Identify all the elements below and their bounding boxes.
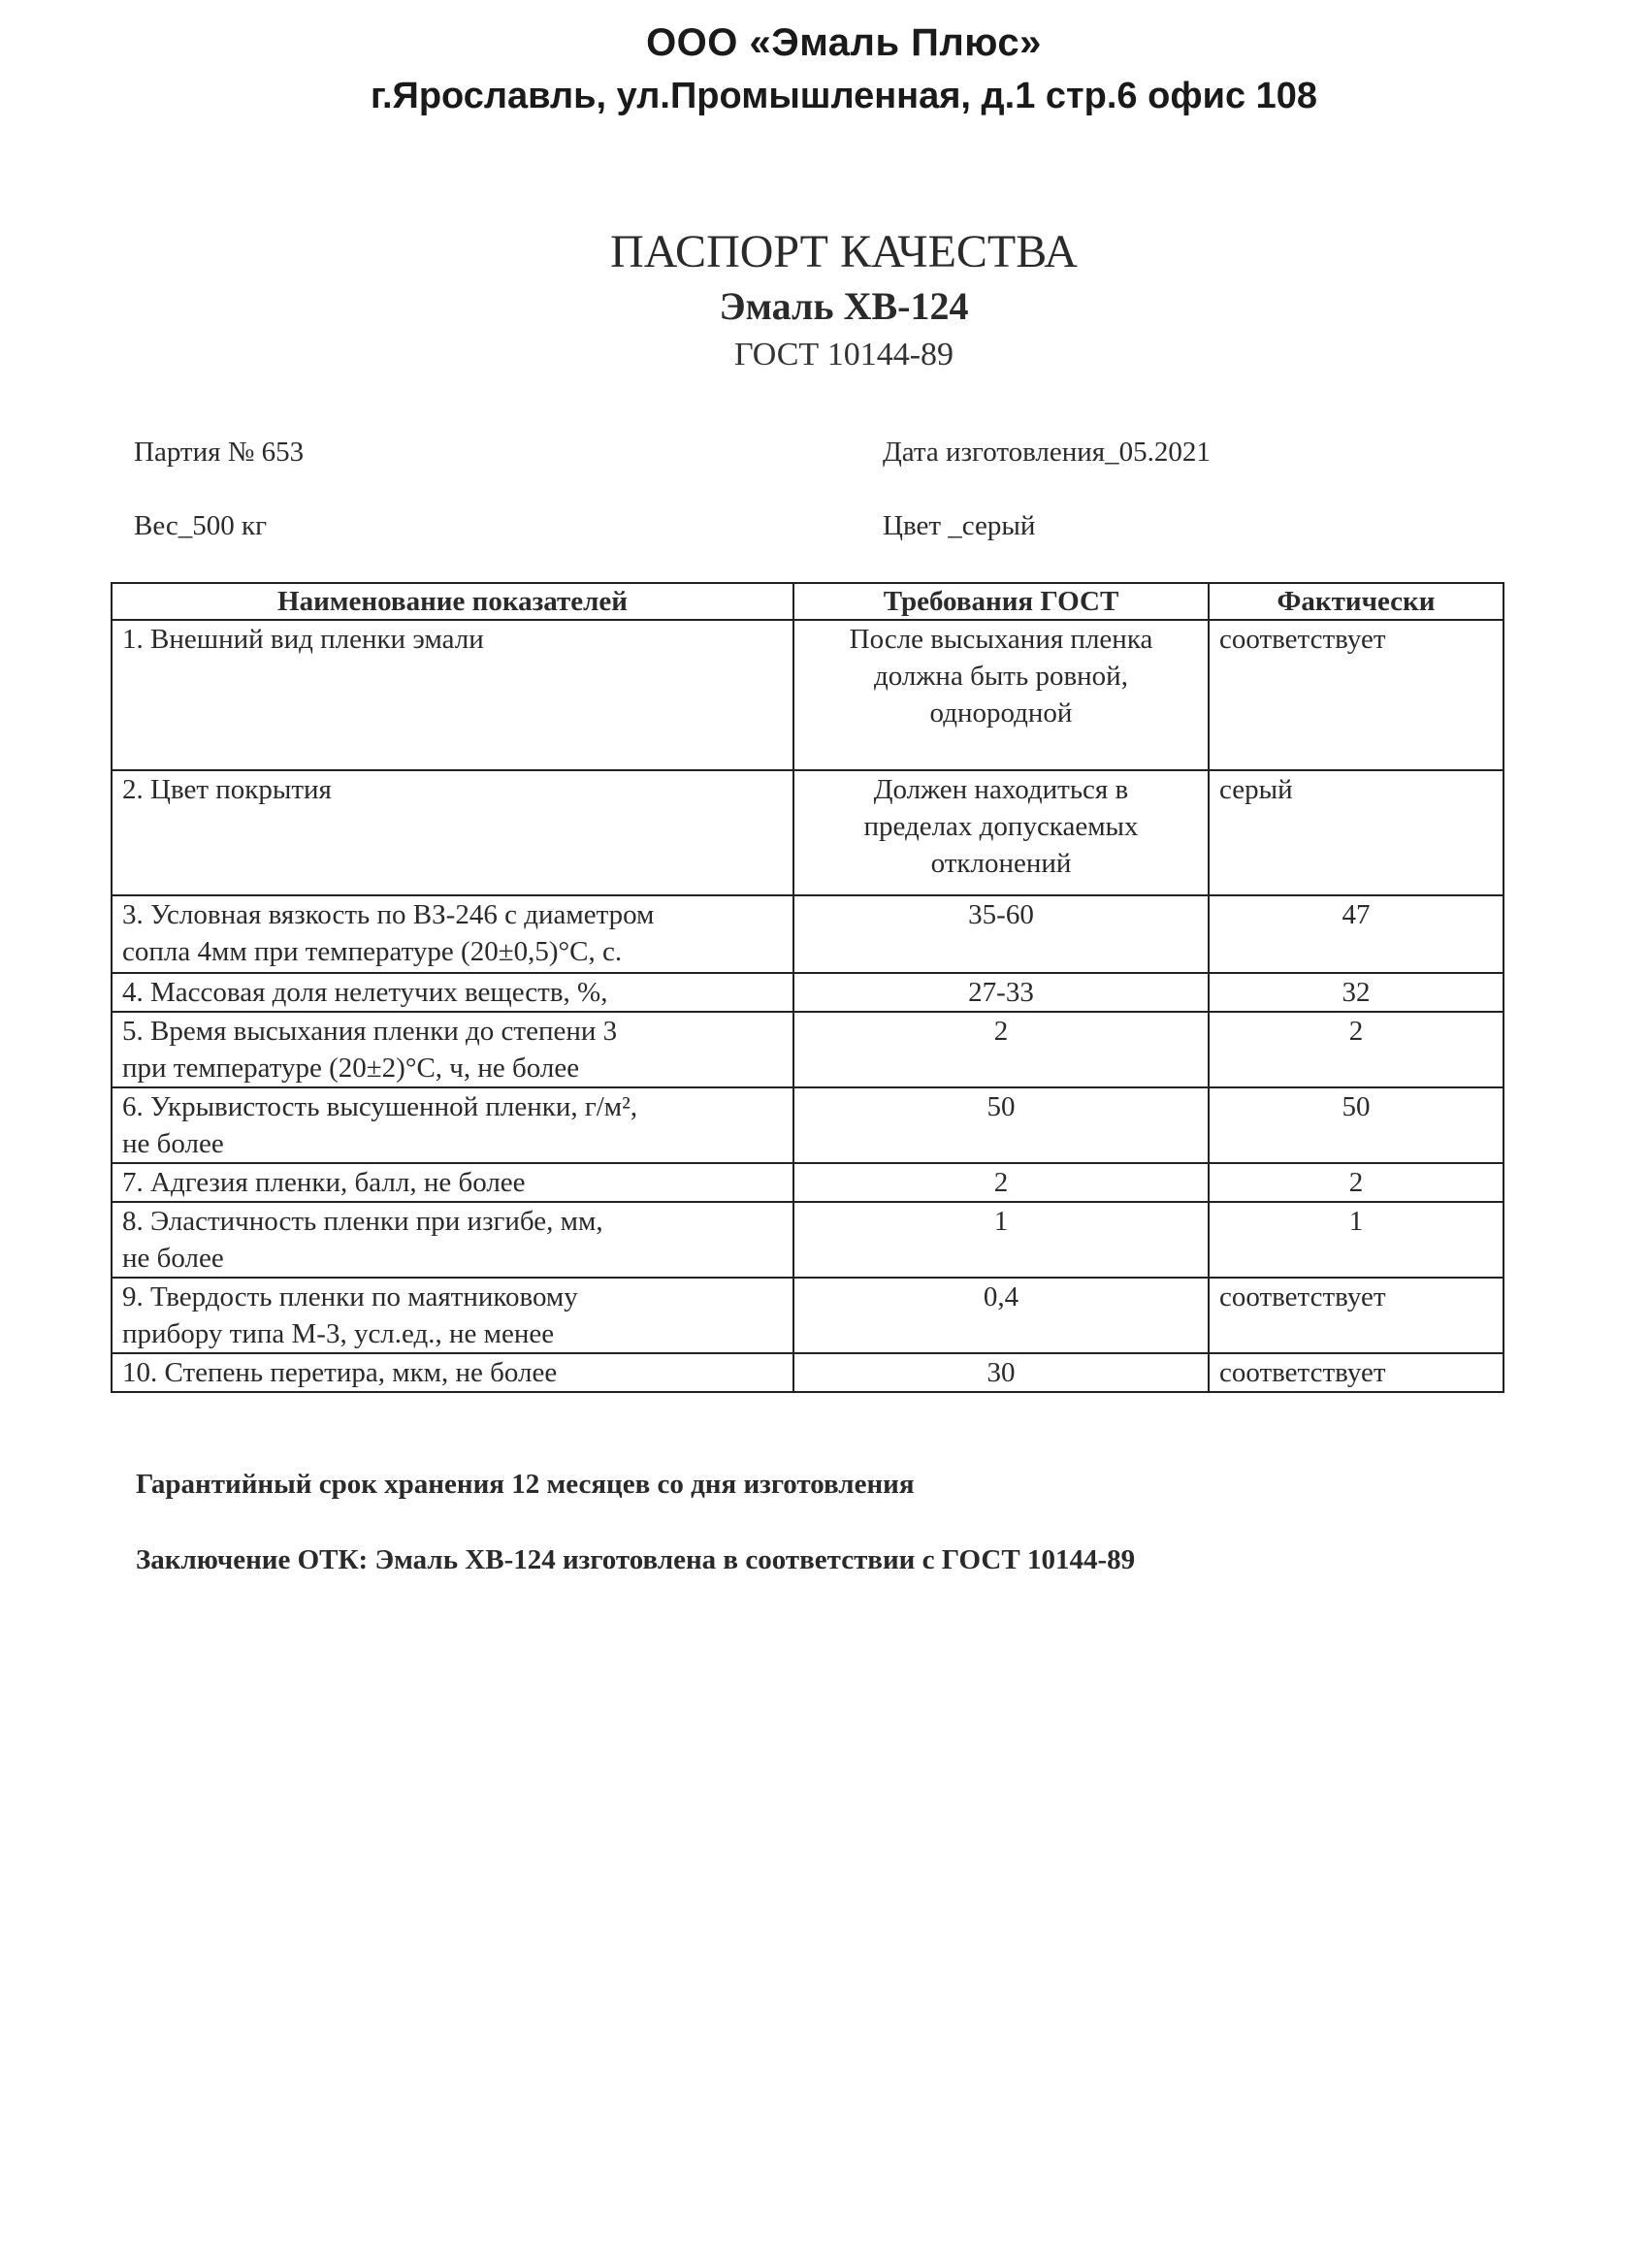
table-row (112, 973, 1504, 1012)
gost-requirement: Должен находиться в пределах допускаемых отклонений (793, 770, 1209, 895)
document-title: ПАСПОРТ КАЧЕСТВА (610, 226, 1078, 277)
indicator-name: 8. Эластичность пленки при изгибе, мм, не более (112, 1202, 793, 1278)
batch-number: Партия № 653 (134, 437, 305, 468)
actual-value: 50 (1209, 1087, 1504, 1163)
gost-requirement: 1 (793, 1202, 1209, 1278)
gost-requirement: После высыхания пленка должна быть ровной, однородной (793, 620, 1209, 770)
indicator-name: 3. Условная вязкость по ВЗ-246 с диаметром сопла 4мм при температуре (20±0,5)°С, с. (112, 895, 793, 973)
gost-requirement: 30 (793, 1353, 1209, 1392)
indicator-name: 7. Адгезия пленки, балл, не более (112, 1163, 793, 1202)
table-row (112, 1012, 1504, 1087)
gost-requirement: 2 (793, 1163, 1209, 1202)
indicator-name: 6. Укрывистость высушенной пленки, г/м², не более (112, 1087, 793, 1163)
actual-value: 32 (1209, 973, 1504, 1012)
table-row (112, 1353, 1504, 1392)
gost-requirement: 2 (793, 1012, 1209, 1087)
batch-weight: Вес_500 кг (134, 510, 268, 541)
actual-value: 2 (1209, 1163, 1504, 1202)
qc-conclusion: Заключение ОТК: Эмаль ХВ-124 изготовлена в соответствии с ГОСТ 10144-89 (136, 1544, 1136, 1575)
header-indicator-name: Наименование показателей (112, 583, 793, 620)
table-row (112, 895, 1504, 973)
gost-requirement: 35-60 (793, 895, 1209, 973)
table-row (112, 1163, 1504, 1202)
indicator-name: 4. Массовая доля нелетучих веществ, %, (112, 973, 793, 1012)
product-standard: ГОСТ 10144-89 (733, 337, 954, 373)
table-header-row (112, 583, 1504, 620)
warranty-statement: Гарантийный срок хранения 12 месяцев со дня изготовления (136, 1469, 915, 1500)
gost-requirement: 50 (793, 1087, 1209, 1163)
actual-value: соответствует (1209, 1353, 1504, 1392)
product-name: Эмаль ХВ-124 (719, 284, 969, 328)
company-address: г.Ярославль, ул.Промышленная, д.1 стр.6 офис 108 (370, 76, 1318, 116)
actual-value: 47 (1209, 895, 1504, 973)
table-row (112, 620, 1504, 770)
product-color: Цвет _серый (883, 510, 1036, 541)
table-row (112, 1202, 1504, 1278)
indicator-name: 9. Твердость пленки по маятниковому прибору типа М-3, усл.ед., не менее (112, 1278, 793, 1353)
actual-value: соответствует (1209, 620, 1504, 770)
table-row (112, 1087, 1504, 1163)
specification-table (111, 582, 1504, 1393)
actual-value: серый (1209, 770, 1504, 895)
manufacture-date: Дата изготовления_05.2021 (883, 437, 1211, 468)
indicator-name: 2. Цвет покрытия (112, 770, 793, 895)
gost-requirement: 0,4 (793, 1278, 1209, 1353)
gost-requirement: 27-33 (793, 973, 1209, 1012)
table-row (112, 1278, 1504, 1353)
actual-value: 1 (1209, 1202, 1504, 1278)
actual-value: 2 (1209, 1012, 1504, 1087)
header-gost-requirement: Требования ГОСТ (793, 583, 1209, 620)
indicator-name: 5. Время высыхания пленки до степени 3 при температуре (20±2)°С, ч, не более (112, 1012, 793, 1087)
table-row (112, 770, 1504, 895)
actual-value: соответствует (1209, 1278, 1504, 1353)
header-actual-value: Фактически (1209, 583, 1504, 620)
company-name: ООО «Эмаль Плюс» (646, 21, 1042, 64)
indicator-name: 1. Внешний вид пленки эмали (112, 620, 793, 770)
indicator-name: 10. Степень перетира, мкм, не более (112, 1353, 793, 1392)
